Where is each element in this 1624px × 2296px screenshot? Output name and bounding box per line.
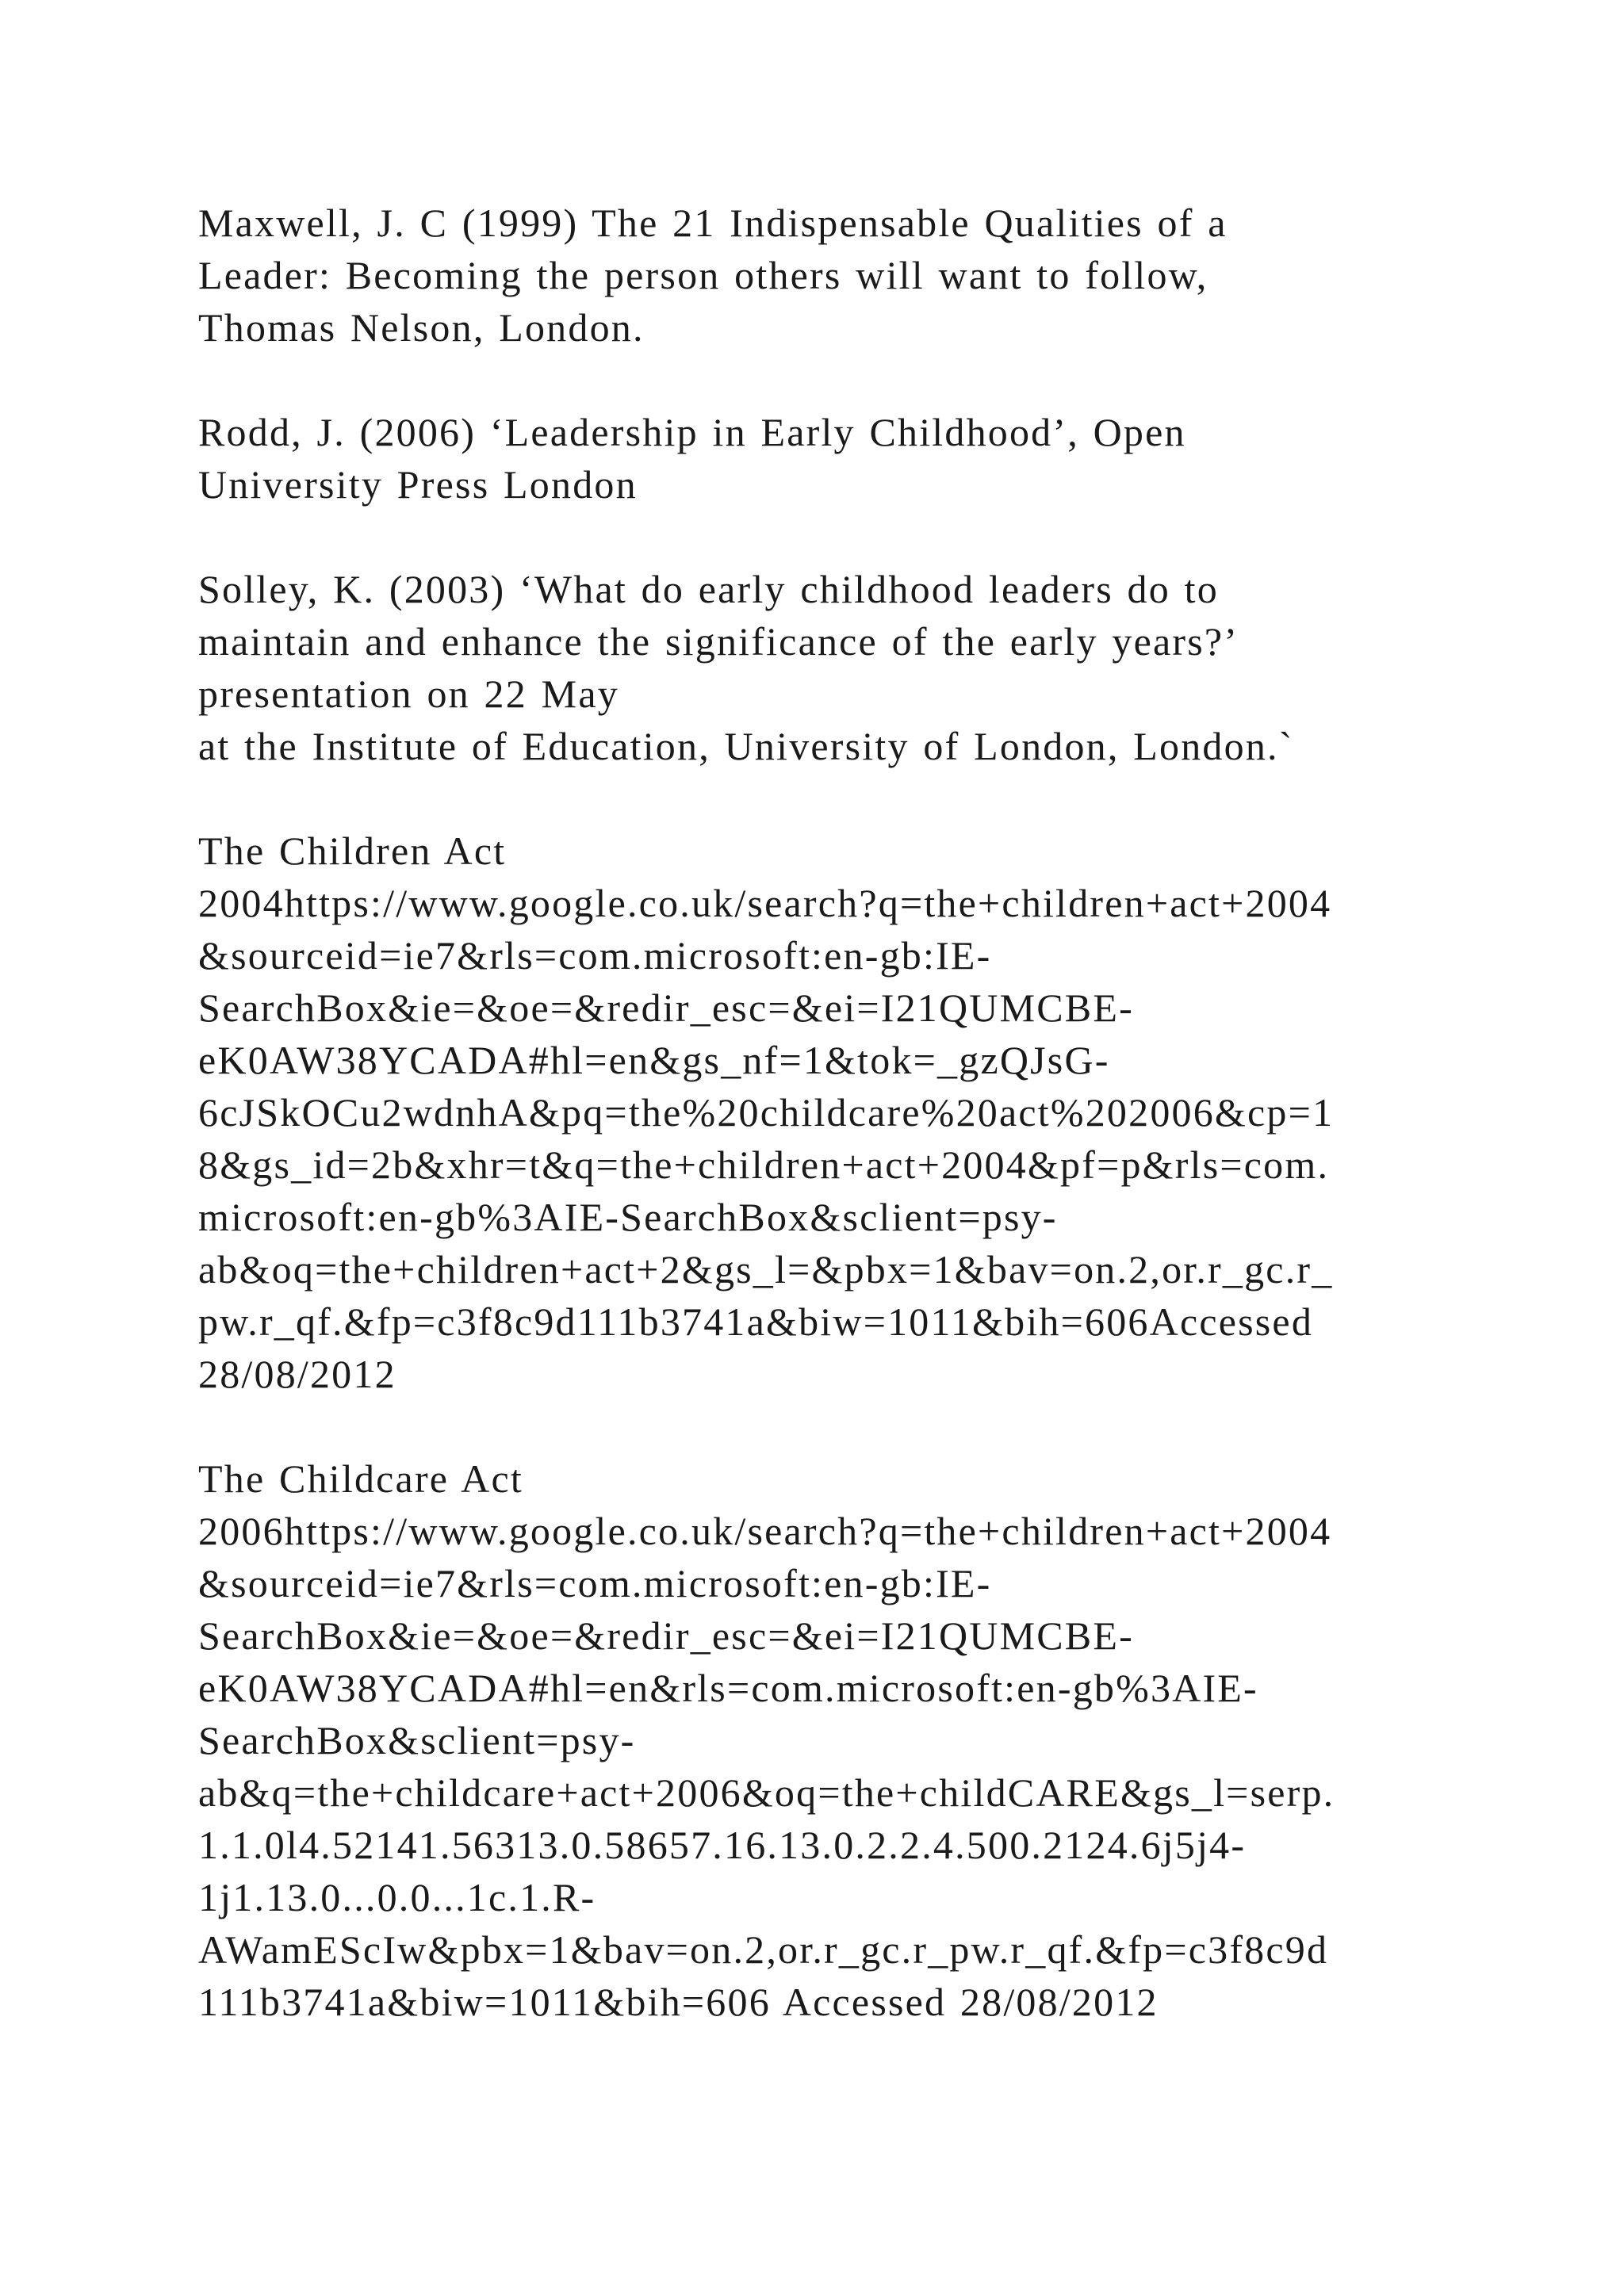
reference-entry-children-act bbox=[198, 825, 1435, 1400]
reference-url-line: 8&gs_id=2b&xhr=t&q=the+children+act+2004&pf=p&rls=com. bbox=[198, 1142, 1330, 1187]
reference-url-line: 2006https://www.google.co.uk/search?q=the+children+act+2004 bbox=[198, 1509, 1332, 1553]
reference-url-line: AWamEScIw&pbx=1&bav=on.2,or.r_gc.r_pw.r_qf.&fp=c3f8c9d bbox=[198, 1927, 1329, 1972]
reference-url-line: 2004https://www.google.co.uk/search?q=the+children+act+2004 bbox=[198, 881, 1332, 925]
paragraph-gap bbox=[198, 772, 1435, 825]
reference-list bbox=[198, 197, 1435, 2028]
paragraph-gap bbox=[198, 354, 1435, 406]
reference-line: The Children Act bbox=[198, 828, 507, 873]
reference-line: Rodd, J. (2006) ‘Leadership in Early Childhood’, Open bbox=[198, 410, 1186, 454]
reference-line: 28/08/2012 bbox=[198, 1352, 396, 1396]
reference-url-line: 6cJSkOCu2wdnhA&pq=the%20childcare%20act%202006&cp=1 bbox=[198, 1090, 1335, 1135]
reference-url-line: SearchBox&ie=&oe=&redir_esc=&ei=I21QUMCBE- bbox=[198, 1613, 1134, 1658]
reference-url-line: eK0AW38YCADA#hl=en&gs_nf=1&tok=_gzQJsG- bbox=[198, 1038, 1110, 1082]
reference-url-line: &sourceid=ie7&rls=com.microsoft:en-gb:IE- bbox=[198, 933, 992, 978]
reference-url-line: SearchBox&ie=&oe=&redir_esc=&ei=I21QUMCBE- bbox=[198, 985, 1134, 1030]
reference-line: at the Institute of Education, University of London, London.` bbox=[198, 724, 1294, 768]
reference-line: 111b3741a&biw=1011&bih=606 Accessed 28/08/2012 bbox=[198, 1980, 1159, 2024]
reference-line: University Press London bbox=[198, 462, 638, 507]
reference-line: The Childcare Act bbox=[198, 1456, 523, 1501]
reference-url-line: ab&q=the+childcare+act+2006&oq=the+childCARE&gs_l=serp. bbox=[198, 1770, 1335, 1815]
paragraph-gap bbox=[198, 1400, 1435, 1452]
reference-url-line: 1j1.13.0...0.0...1c.1.R- bbox=[198, 1875, 596, 1919]
reference-line: presentation on 22 May bbox=[198, 672, 619, 716]
reference-line: Maxwell, J. C (1999) The 21 Indispensable Qualities of a bbox=[198, 201, 1228, 245]
reference-url-line: SearchBox&sclient=psy- bbox=[198, 1718, 636, 1762]
reference-line: Solley, K. (2003) ‘What do early childhood leaders do to bbox=[198, 567, 1219, 611]
reference-url-line: ab&oq=the+children+act+2&gs_l=&pbx=1&bav=on.2,or.r_gc.r_ bbox=[198, 1247, 1334, 1292]
reference-entry-childcare-act bbox=[198, 1452, 1435, 2028]
reference-url-line: eK0AW38YCADA#hl=en&rls=com.microsoft:en-gb%3AIE- bbox=[198, 1666, 1258, 1710]
reference-url-line: 1.1.0l4.52141.56313.0.58657.16.13.0.2.2.4.500.2124.6j5j4- bbox=[198, 1823, 1247, 1867]
reference-url-line: pw.r_qf.&fp=c3f8c9d111b3741a&biw=1011&bih=606Accessed bbox=[198, 1299, 1314, 1344]
reference-line: Thomas Nelson, London. bbox=[198, 305, 645, 350]
reference-url-line: &sourceid=ie7&rls=com.microsoft:en-gb:IE- bbox=[198, 1561, 992, 1605]
paragraph-gap bbox=[198, 511, 1435, 563]
reference-entry-rodd bbox=[198, 406, 1435, 511]
reference-line: maintain and enhance the significance of the early years?’ bbox=[198, 619, 1239, 664]
reference-url-line: microsoft:en-gb%3AIE-SearchBox&sclient=psy- bbox=[198, 1195, 1058, 1239]
reference-entry-maxwell bbox=[198, 197, 1435, 354]
reference-entry-solley bbox=[198, 563, 1435, 772]
reference-line: Leader: Becoming the person others will want to follow, bbox=[198, 253, 1208, 297]
